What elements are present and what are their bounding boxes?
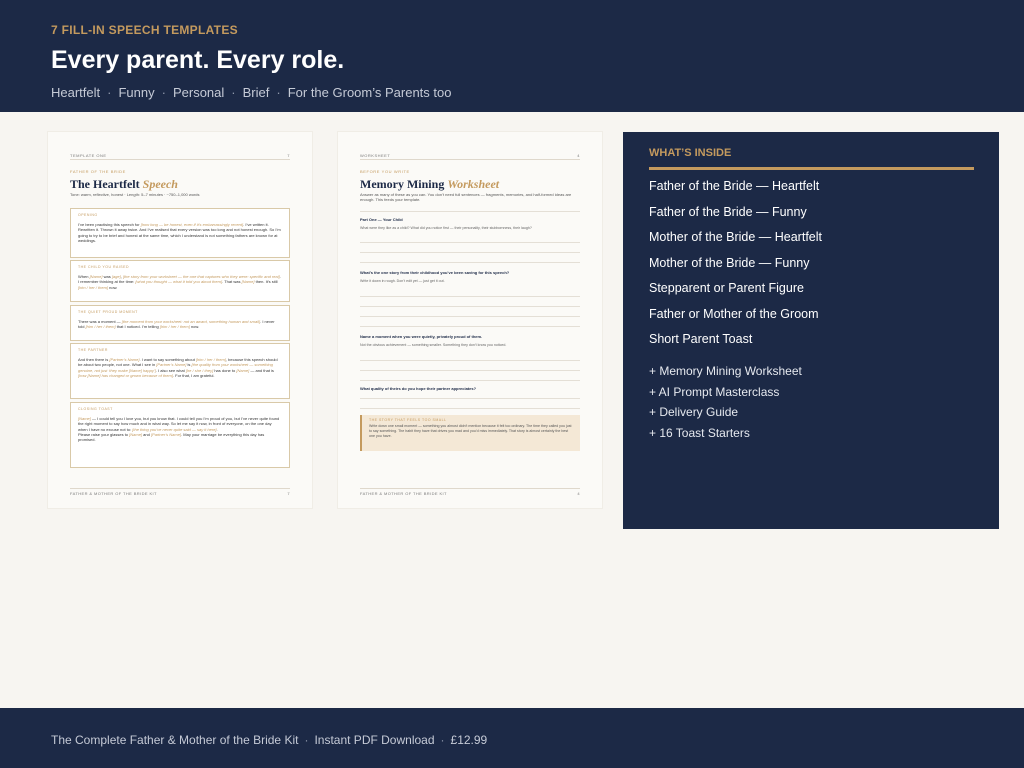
answer-line: [360, 380, 580, 381]
speech-section: [70, 305, 290, 341]
question: What’s the one story from their childhood you’ve been saving for this speech?: [360, 270, 510, 275]
delivery-format: Instant PDF Download: [314, 733, 435, 747]
bonus-list-item: + 16 Toast Starters: [649, 426, 750, 440]
tip-callout: [360, 415, 580, 451]
speech-section: [70, 260, 290, 302]
template-page-preview: [48, 132, 312, 508]
page-footer-left: FATHER & MOTHER OF THE BRIDE KIT: [360, 491, 447, 496]
answer-line: [360, 370, 580, 371]
question: What quality of theirs do you hope their partner appreciates?: [360, 386, 477, 391]
question: Part One — Your Child: [360, 217, 403, 222]
headline: Every parent. Every role.: [51, 46, 345, 74]
section-text: I’ve been practising this speech for [how long — be honest, even if it’s embarrassingly recent]. I’ve written it. Rewritten it. Thrown it away twice. And I’ve realised that every version was too long and not honest enough. So I’m going to try to be brief and honest at the same time, which I understand is not something fathers are known for at weddings.: [78, 222, 281, 243]
tag: For the Groom’s Parents too: [287, 85, 452, 100]
section-text: There was a moment — [the moment from your worksheet: not an award, something human and small]. I never told [him / her / them] that I noticed. I’m telling [him / her / them] now.: [78, 319, 275, 330]
section-text: And then there is [Partner’s Name]. I want to say something about [him / her / them], because this speech should be about two people, not one. What I see in [Partner’s Name] is [the quality from your worksheet — something genuine, not just ‘they make [Name] happy’]. I also see what [he / she / they] has done to [Name] — and that is [how [Name] has changed or grown because of them]. For that, I am grateful.: [78, 357, 278, 378]
template-list-item: Mother of the Bride — Funny: [649, 256, 810, 270]
separator: ·: [161, 85, 166, 100]
answer-line: [360, 316, 580, 317]
page-meta: Tone: warm, reflective, honest · Length: 5–7 minutes · ~750–1,000 words: [70, 192, 200, 197]
speech-section: [70, 343, 290, 399]
page-kicker: FATHER OF THE BRIDE: [70, 169, 126, 174]
answer-line: [360, 252, 580, 253]
answer-line: [360, 360, 580, 361]
page-title: Memory Mining Worksheet: [360, 177, 500, 191]
answer-line: [360, 306, 580, 307]
price: £12.99: [450, 733, 488, 747]
page-footer: [360, 488, 580, 497]
tag: Brief: [242, 85, 270, 100]
answer-line: [360, 296, 580, 297]
product-name: The Complete Father & Mother of the Bride Kit: [51, 733, 299, 747]
template-list-item: Mother of the Bride — Heartfelt: [649, 230, 822, 244]
answer-line: [360, 262, 580, 263]
tag: Funny: [118, 85, 155, 100]
template-list-item: Stepparent or Parent Figure: [649, 281, 804, 295]
answer-line: [360, 398, 580, 399]
page-title: The Heartfelt Speech: [70, 177, 178, 191]
page-number: 4: [577, 153, 580, 158]
template-list-item: Father of the Bride — Heartfelt: [649, 179, 820, 193]
section-label: CLOSING TOAST: [78, 407, 113, 411]
eyebrow-label: 7 FILL-IN SPEECH TEMPLATES: [51, 23, 238, 37]
tag: Heartfelt: [51, 85, 101, 100]
speech-section: [70, 402, 290, 468]
worksheet-page-preview: [338, 132, 602, 508]
page-footer-left: FATHER & MOTHER OF THE BRIDE KIT: [70, 491, 157, 496]
section-label: OPENING: [78, 213, 98, 217]
separator: ·: [107, 85, 112, 100]
callout-label: THE STORY THAT FEELS TOO SMALL: [369, 418, 447, 422]
page-footer: [70, 488, 290, 497]
question-hint: Write it down in rough. Don’t edit yet — just get it out.: [360, 279, 445, 283]
page-number: 7: [287, 491, 290, 496]
panel-divider: [649, 167, 974, 170]
page-header: [70, 153, 290, 160]
question: Name a moment when you were quietly, privately proud of them.: [360, 334, 483, 339]
whats-inside-panel: [623, 132, 999, 529]
question-hint: What were they like as a child? What did you notice first — their personality, their stubbornness, their laugh?: [360, 226, 532, 230]
template-list-item: Father of the Bride — Funny: [649, 205, 807, 219]
callout-text: Write down one small moment — something you almost didn’t mention because it felt too ordinary. The time they called you just to say something. The habit they have that drives you mad and you’d miss immediately. That story is almost certainly the best one you have.: [369, 424, 572, 438]
footer-bar: [0, 708, 1024, 768]
speech-section: [70, 208, 290, 258]
answer-line: [360, 326, 580, 327]
separator: ·: [276, 85, 281, 100]
bonus-list-item: + Delivery Guide: [649, 405, 739, 419]
page-meta: Answer as many of these as you can. You don’t need full sentences — fragments, memories, and half-formed ideas are enough. This feeds your template.: [360, 192, 572, 202]
page-header-left: WORKSHEET: [360, 153, 391, 158]
page-number: 4: [577, 491, 580, 496]
footer-text: [51, 733, 487, 747]
section-text: When [Name] was [age], [the story from your worksheet — the one that captures who they were: specific and real]. I remember thinking at the time: [what you thought — what it told you about them]. That was [Name] then. It’s still [him / her / them] now.: [78, 274, 281, 290]
separator: ·: [231, 85, 236, 100]
divider: [360, 211, 580, 212]
header-banner: [0, 0, 1024, 112]
section-text: [Name] — I could tell you I love you, but you know that. I could tell you I’m proud of you, but I’ve never quite found the right moment to say how much and in what way. So let me say it now, in front of everyone, on the one day when I have no excuse not to: [the thing you’ve never quite said — say it here]. Please raise your glasses to [Name] and [Partner’s Name]. May your marriage be everything this day has promised.: [78, 416, 280, 443]
panel-title: WHAT’S INSIDE: [649, 147, 732, 159]
separator: ·: [440, 733, 445, 747]
answer-line: [360, 242, 580, 243]
page-header-left: TEMPLATE ONE: [70, 153, 107, 158]
template-list-item: Short Parent Toast: [649, 332, 753, 346]
separator: ·: [304, 733, 309, 747]
tag-line: [51, 85, 451, 100]
section-label: THE PARTNER: [78, 348, 108, 352]
page-kicker: BEFORE YOU WRITE: [360, 169, 410, 174]
tag: Personal: [172, 85, 225, 100]
section-label: THE CHILD YOU RAISED: [78, 265, 129, 269]
page-number: 7: [287, 153, 290, 158]
bonus-list-item: + AI Prompt Masterclass: [649, 385, 780, 399]
page-header: [360, 153, 580, 160]
template-list-item: Father or Mother of the Groom: [649, 307, 819, 321]
section-label: THE QUIET PROUD MOMENT: [78, 310, 138, 314]
question-hint: Not the obvious achievement — something smaller. Something they don’t know you noticed.: [360, 343, 507, 347]
bonus-list-item: + Memory Mining Worksheet: [649, 364, 802, 378]
answer-line: [360, 408, 580, 409]
